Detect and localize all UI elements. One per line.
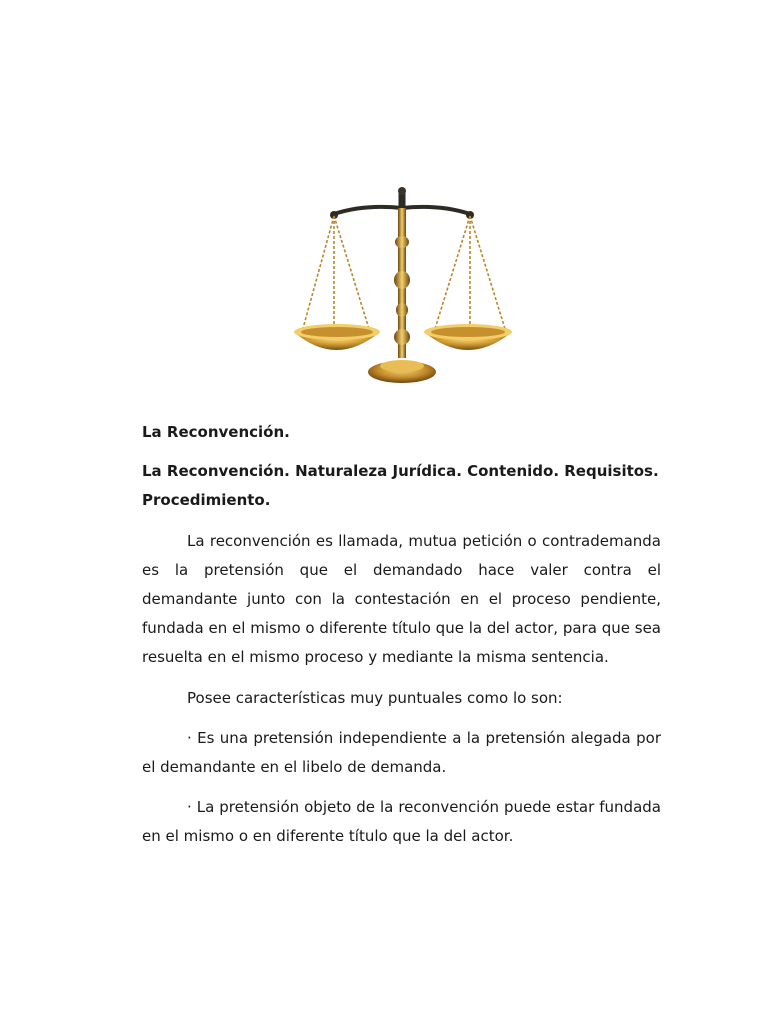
- paragraph-bullet-2: · La pretensión objeto de la reconvención puede estar fundada en el mismo o en diferente título que la del actor.: [142, 798, 661, 845]
- section-subtitle: La Reconvención. Naturaleza Jurídica. Contenido. Requisitos. Procedimiento.: [142, 462, 659, 509]
- document-body: [142, 418, 661, 851]
- paragraph-definition: La reconvención es llamada, mutua petición o contrademanda es la pretensión que el demandado hace valer contra el demandante junto con la contestación en el proceso pendiente, fundada en el mismo o diferente título que la del actor, para que sea resuelta en el mismo proceso y mediante la misma sentencia.: [142, 532, 661, 666]
- section-title: La Reconvención.: [142, 423, 290, 441]
- paragraph-characteristics-intro: Posee características muy puntuales como lo son:: [187, 689, 563, 707]
- paragraph-bullet-1: · Es una pretensión independiente a la pretensión alegada por el demandante en el libelo de demanda.: [142, 729, 661, 776]
- scales-of-justice-icon: [284, 182, 520, 392]
